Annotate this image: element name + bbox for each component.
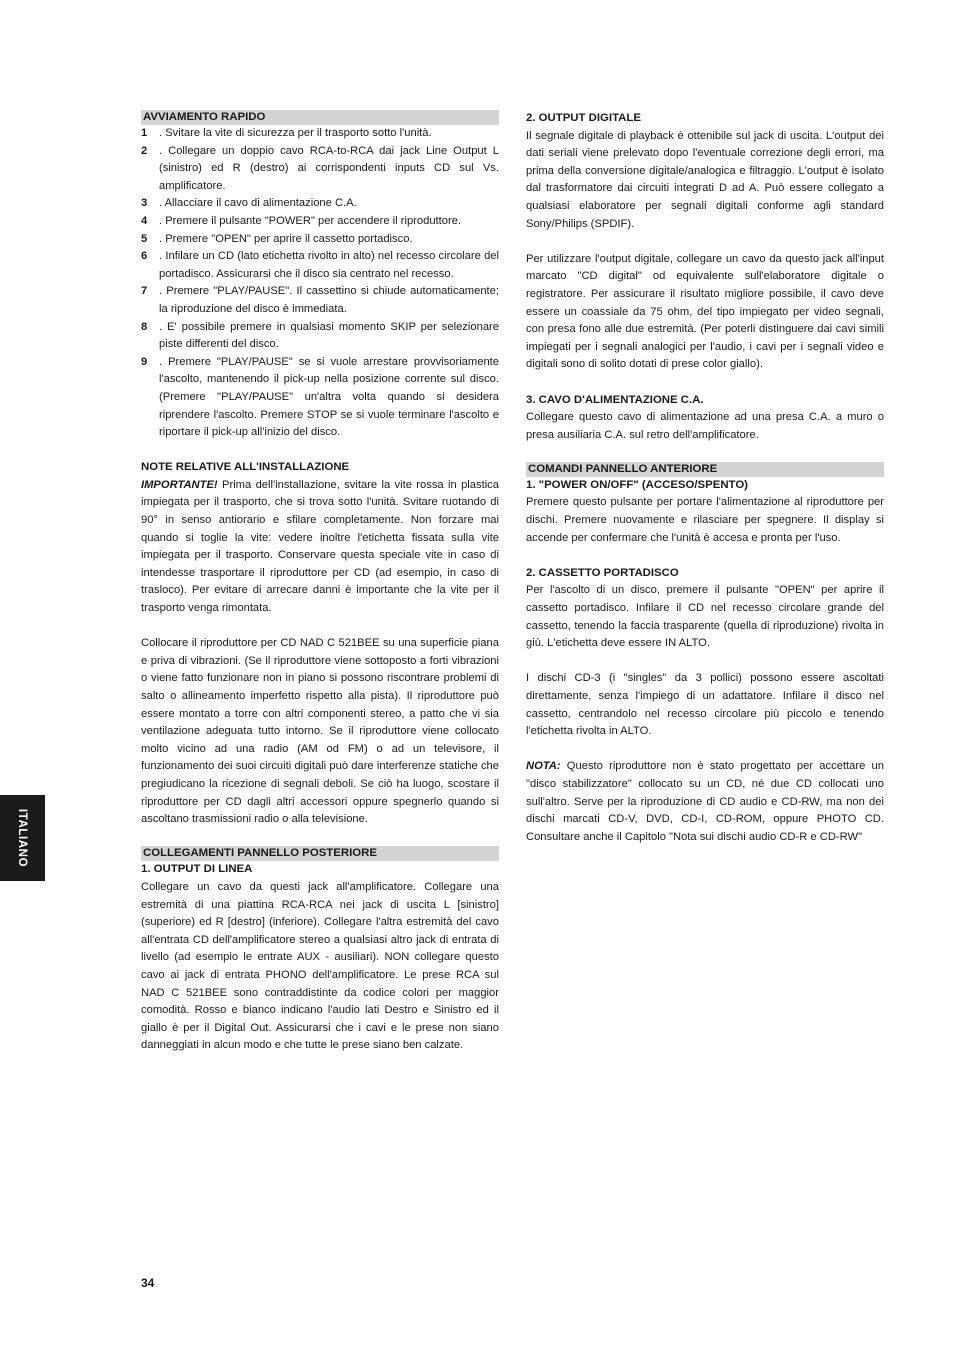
install-notes-text: Prima dell'installazione, svitare la vite rossa in plastica impiegata per il trasporto, che si trova sotto l'unità. Svitare ruotando di 90° in senso antiorario e sfilare completamente. Non forzare mai quando si toglie la vite: vedere inoltre l'etichetta fissata sulla vite impiegata per il trasporto. Conservare questa speciale vite in caso di intendesse trasportare il riproduttore per CD (ad esempio, in caso di trasloco). Per evitare di arrecare danni è importante che la vite per il trasporto venga rimontata. (141, 478, 499, 615)
list-item (141, 231, 499, 249)
list-item (141, 143, 499, 196)
step-text: . Infilare un CD (lato etichetta rivolto in alto) nel recesso circolare del portadisco. Assicurarsi che il disco sia centrato nel recesso. (159, 250, 499, 280)
step-number: 1 (141, 127, 148, 139)
digital-output-paragraph: Il segnale digitale di playback è ottenibile sul jack di uscita. L'output dei dati seriali viene prelevato dopo l'eventuale correzione degli errori, ma prima della conversione digitale/analogica e filtraggio. L'output è isolato dal trasformatore dai circuiti integrati D ad A. Può essere collegato a qualsiasi elaboratore per segnali digitali conforme agli standard Sony/Philips (SPDIF). (526, 129, 884, 230)
section-heading-rear-panel: COLLEGAMENTI PANNELLO POSTERIORE (141, 846, 499, 861)
note-label: NOTA: (526, 760, 561, 773)
list-item (141, 213, 499, 231)
section-heading-front-panel: COMANDI PANNELLO ANTERIORE (526, 462, 884, 477)
step-number: 2 (141, 144, 148, 157)
subheading-power: 1. "POWER ON/OFF" (ACCESO/SPENTO) (526, 478, 748, 491)
step-number: 5 (141, 232, 148, 245)
line-output-paragraph: Collegare un cavo da questi jack all'amplificatore. Collegare una estremità di una piattina RCA-RCA nei jack di uscita L [sinistro] (superiore) ed R [destro] (inferiore). Collegare l'altra estremità del cavo all'entrata CD dell'amplificatore stereo a qualsiasi altro jack di entrata di livello (ad esempio le entrate AUX - ausiliari). NON collegare questo cavo ai jack di entrata PHONO dell'amplificatore. Le prese RCA sul NAD C 521BEE sono contraddistinte da codice colori per maggior comodità. Rosso e bianco indicano l'audio lati Destro e Sinistro ed il giallo è per il Digital Out. Assicurarsi che i cavi e le prese non siano danneggiati in alcun modo e che tutte le prese siano ben calzate. (141, 880, 499, 1052)
step-text: . Premere "OPEN" per aprire il cassetto portadisco. (159, 232, 413, 245)
list-item (141, 125, 499, 143)
language-side-tab (0, 795, 45, 881)
list-item (141, 319, 499, 354)
step-text: . Premere il pulsante "POWER" per accendere il riproduttore. (159, 214, 462, 227)
left-column (141, 110, 499, 1055)
step-text: . Collegare un doppio cavo RCA-to-RCA dai jack Line Output L (sinistro) ed R (destro) ai corrispondenti inputs CD sul Vs. amplificatore. (159, 144, 499, 192)
step-number: 4 (141, 214, 148, 227)
list-item (141, 195, 499, 213)
language-label: ITALIANO (16, 808, 28, 868)
section-heading-quick-start: AVVIAMENTO RAPIDO (141, 110, 499, 125)
subheading-digital-output: 2. OUTPUT DIGITALE (526, 112, 641, 124)
step-text: . Premere "PLAY/PAUSE". Il cassettino si chiude automaticamente; la riproduzione del disco è immediata. (159, 285, 499, 315)
step-text: . Svitare la vite di sicurezza per il trasporto sotto l'unità. (159, 127, 432, 139)
list-item (141, 248, 499, 283)
disc-tray-paragraph: Per l'ascolto di un disco, premere il pulsante "OPEN" per aprire il cassetto portadisco. Infilare il CD nel recesso circolare grande del cassetto, tenendo la faccia trasparente (quella di riproduzione) rivolta in giù. L'etichetta deve essere IN ALTO. (526, 584, 884, 650)
important-label: IMPORTANTE! (141, 478, 218, 491)
placement-paragraph: Collocare il riproduttore per CD NAD C 521BEE su una superficie piana e priva di vibrazioni. (Se il riproduttore viene sottoposto a forti vibrazioni o viene fatto funzionare non in piano si possono riscontrare problemi di salto o allineamento imperfetto rispetto alla pista). Il riproduttore può essere montato a torre con altri componenti stereo, a patto che vi sia ventilazione adeguata tutto intorno. Se il riproduttore viene collocato molto vicino ad una radio (AM od FM) o ad un televisore, il funzionamento dei suoi circuiti digitali può dare interferenze statiche che pregiudicano la ricezione di segnali deboli. Se ciò ha luogo, scostare il riproduttore per CD dagli altri accessori oppure spegnerlo quando si ascoltano trasmissioni radio o alla televisione. (141, 637, 499, 826)
step-number: 6 (141, 250, 148, 263)
list-item (141, 354, 499, 442)
install-notes-paragraph (141, 477, 499, 618)
note-text: Questo riproduttore non è stato progettato per accettare un "disco stabilizzatore" collocato su un CD, né due CD collocati uno sull'altro. Serve per la riproduzione di CD audio e CD-RW, ma non dei dischi marcati CD-V, DVD, CD-I, CD-ROM, oppure PHOTO CD. Consultare anche il Capitolo "Nota sui dischi audio CD-R e CD-RW" (526, 760, 884, 843)
step-number: 3 (141, 197, 148, 210)
quick-start-steps (141, 125, 499, 442)
subheading-ac-cord: 3. CAVO D'ALIMENTAZIONE C.A. (526, 393, 704, 406)
step-text: . Allacciare il cavo di alimentazione C.A. (159, 197, 357, 210)
subheading-disc-tray: 2. CASSETTO PORTADISCO (526, 566, 679, 579)
cd3-paragraph: I dischi CD-3 (i "singles" da 3 pollici) possono essere ascoltati direttamente, senza l'impiego di un adattatore. Infilare il disco nel cassetto, centrandolo nel recesso circolare più piccolo e tenendo l'etichetta rivolta in ALTO. (526, 672, 884, 738)
list-item (141, 283, 499, 318)
right-column (526, 110, 884, 846)
subheading-line-output: 1. OUTPUT DI LINEA (141, 863, 253, 876)
power-paragraph: Premere questo pulsante per portare l'alimentazione al riproduttore per dischi. Premere nuovamente e rilasciare per spegnere. Il display si accende per confermare che l'unità è accesa e pronta per l'uso. (526, 496, 884, 544)
step-number: 7 (141, 285, 148, 298)
note-paragraph (526, 758, 884, 846)
page-number: 34 (141, 1276, 155, 1290)
step-number: 9 (141, 355, 148, 368)
section-heading-install-notes: NOTE RELATIVE ALL'INSTALLAZIONE (141, 461, 350, 474)
digital-output-usage-paragraph: Per utilizzare l'output digitale, collegare un cavo da questo jack all'input marcato "CD digital" od equivalente sull'elaboratore digitale o registratore. Per assicurare il risultato migliore possibile, il cavo deve essere un coassiale da 75 ohm, del tipo impiegato per video segnali, con presa fono alle due estremità. (Per poterli distinguere dai cavi simili impiegati per i segnali analogici per l'audio, i cavi per i segnali video e digitali sono di solito dotati di prese color giallo). (526, 252, 884, 371)
step-text: . Premere "PLAY/PAUSE" se si vuole arrestare provvisoriamente l'ascolto, mantenendo il pick-up nella posizione corrente sul disco. (Premere "PLAY/PAUSE" un'altra volta quando si desidera riprendere l'ascolto. Premere STOP se si vuole terminare l'ascolto e riportare il pick-up all'inizio del disco. (159, 355, 499, 439)
step-text: . E' possibile premere in qualsiasi momento SKIP per selezionare piste differenti del disco. (159, 320, 499, 351)
ac-cord-paragraph: Collegare questo cavo di alimentazione ad una presa C.A. a muro o presa ausiliaria C.A. sul retro dell'amplificatore. (526, 411, 884, 441)
step-number: 8 (141, 320, 148, 333)
